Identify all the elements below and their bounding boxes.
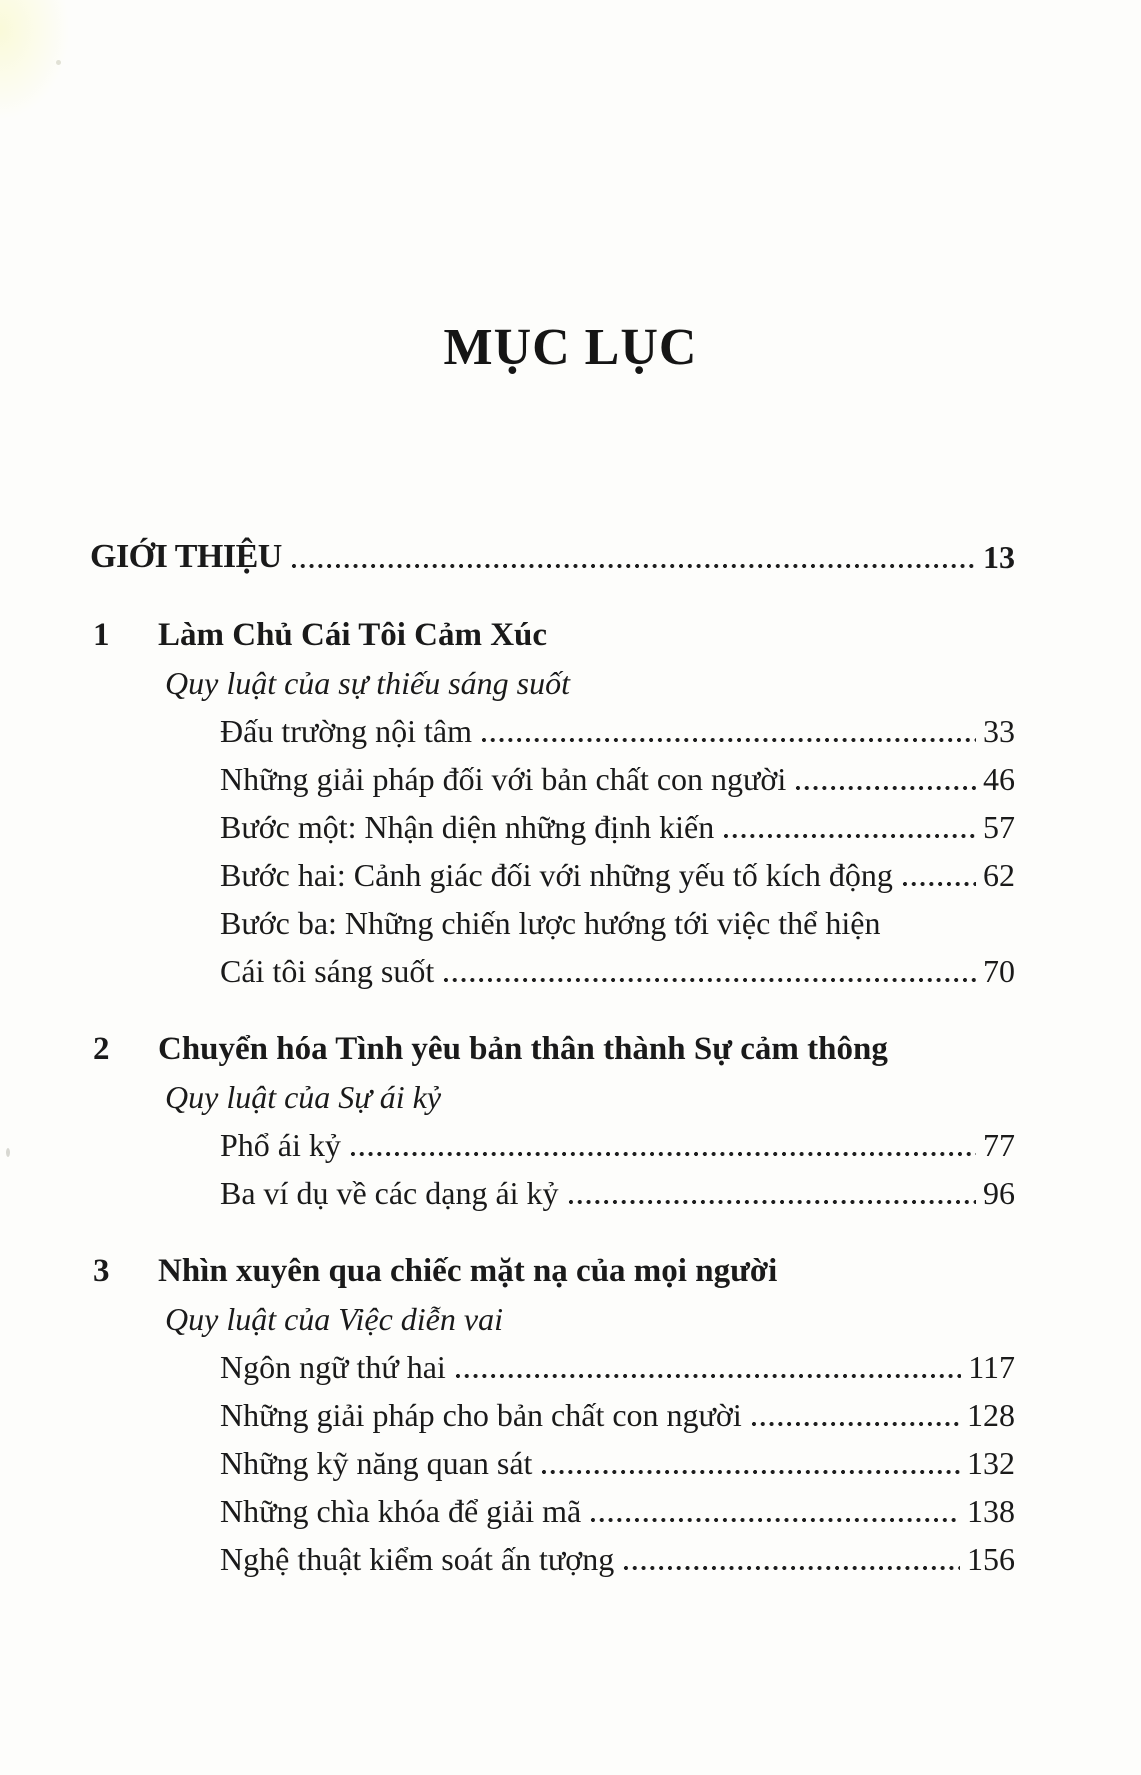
entry-label: Ngôn ngữ thứ hai xyxy=(220,1349,446,1385)
dot-leader xyxy=(581,1487,967,1535)
entry-label: Những giải pháp cho bản chất con người xyxy=(220,1397,742,1433)
toc-intro-label: GIỚI THIỆU xyxy=(90,538,282,575)
scan-speck xyxy=(6,1148,10,1157)
chapter-3-heading xyxy=(90,1247,1015,1295)
toc-entry xyxy=(90,1169,1015,1217)
dot-leader xyxy=(341,1121,983,1169)
page-number: 70 xyxy=(983,953,1015,989)
entry-label: Nghệ thuật kiểm soát ấn tượng xyxy=(220,1541,615,1577)
entry-label: Những kỹ năng quan sát xyxy=(220,1445,533,1481)
page-number: 13 xyxy=(983,539,1015,575)
chapter-number: 1 xyxy=(93,617,110,653)
page-number: 132 xyxy=(967,1445,1015,1481)
dot-leader xyxy=(786,755,983,803)
toc-entry xyxy=(90,1439,1015,1487)
chapter-1-subtitle xyxy=(90,659,1015,707)
toc-entry xyxy=(90,803,1015,851)
chapter-subtitle: Quy luật của Sự ái kỷ xyxy=(165,1079,442,1115)
table-of-contents xyxy=(90,533,1015,1583)
page-number: 46 xyxy=(983,761,1015,797)
scan-speck xyxy=(56,60,61,65)
entry-label: Bước một: Nhận diện những định kiến xyxy=(220,809,715,845)
dot-leader xyxy=(446,1343,968,1391)
page-number: 156 xyxy=(967,1541,1015,1577)
page-number: 117 xyxy=(968,1349,1015,1385)
entry-label: Đấu trường nội tâm xyxy=(220,713,472,749)
chapter-subtitle: Quy luật của Việc diễn vai xyxy=(165,1301,503,1337)
entry-label: Những giải pháp đối với bản chất con người xyxy=(220,761,787,797)
page-number: 96 xyxy=(983,1175,1015,1211)
chapter-title: Chuyển hóa Tình yêu bản thân thành Sự cảm thông xyxy=(158,1031,888,1067)
page-number: 57 xyxy=(983,809,1015,845)
toc-entry xyxy=(90,1391,1015,1439)
entry-label: Bước ba: Những chiến lược hướng tới việc thể hiện xyxy=(220,905,881,941)
page-number: 77 xyxy=(983,1127,1015,1163)
entry-label: Bước hai: Cảnh giác đối với những yếu tố kích động xyxy=(220,857,893,893)
chapter-number: 3 xyxy=(93,1253,110,1289)
toc-entry xyxy=(90,1343,1015,1391)
dot-leader xyxy=(614,1535,967,1583)
chapter-1-heading xyxy=(90,611,1015,659)
chapter-3-subtitle xyxy=(90,1295,1015,1343)
toc-entry xyxy=(90,707,1015,755)
toc-entry xyxy=(90,1487,1015,1535)
dot-leader xyxy=(742,1391,967,1439)
dot-leader xyxy=(472,707,983,755)
chapter-2-heading xyxy=(90,1025,1015,1073)
dot-leader xyxy=(434,947,983,995)
toc-entry xyxy=(90,1535,1015,1583)
dot-leader xyxy=(893,851,983,899)
chapter-subtitle: Quy luật của sự thiếu sáng suốt xyxy=(165,665,570,701)
page-number: 62 xyxy=(983,857,1015,893)
chapter-2-subtitle xyxy=(90,1073,1015,1121)
toc-intro-row xyxy=(90,533,1015,581)
chapter-title: Làm Chủ Cái Tôi Cảm Xúc xyxy=(158,617,548,653)
chapter-title: Nhìn xuyên qua chiếc mặt nạ của mọi người xyxy=(158,1253,778,1289)
entry-label: Những chìa khóa để giải mã xyxy=(220,1493,582,1529)
dot-leader xyxy=(282,533,983,581)
chapter-number: 2 xyxy=(93,1031,110,1067)
toc-entry xyxy=(90,851,1015,899)
dot-leader xyxy=(532,1439,967,1487)
scan-corner-tint xyxy=(0,0,70,120)
toc-entry-wrapped-line xyxy=(90,899,1015,947)
toc-entry xyxy=(90,947,1015,995)
page-title: MỤC LỤC xyxy=(443,319,698,376)
dot-leader xyxy=(559,1169,983,1217)
dot-leader xyxy=(714,803,983,851)
entry-label: Ba ví dụ về các dạng ái kỷ xyxy=(220,1175,559,1211)
page-number: 138 xyxy=(967,1493,1015,1529)
page-number: 128 xyxy=(967,1397,1015,1433)
toc-entry xyxy=(90,1121,1015,1169)
entry-label: Phổ ái kỷ xyxy=(220,1127,341,1163)
page-number: 33 xyxy=(983,713,1015,749)
toc-entry xyxy=(90,755,1015,803)
entry-label: Cái tôi sáng suốt xyxy=(220,953,435,989)
